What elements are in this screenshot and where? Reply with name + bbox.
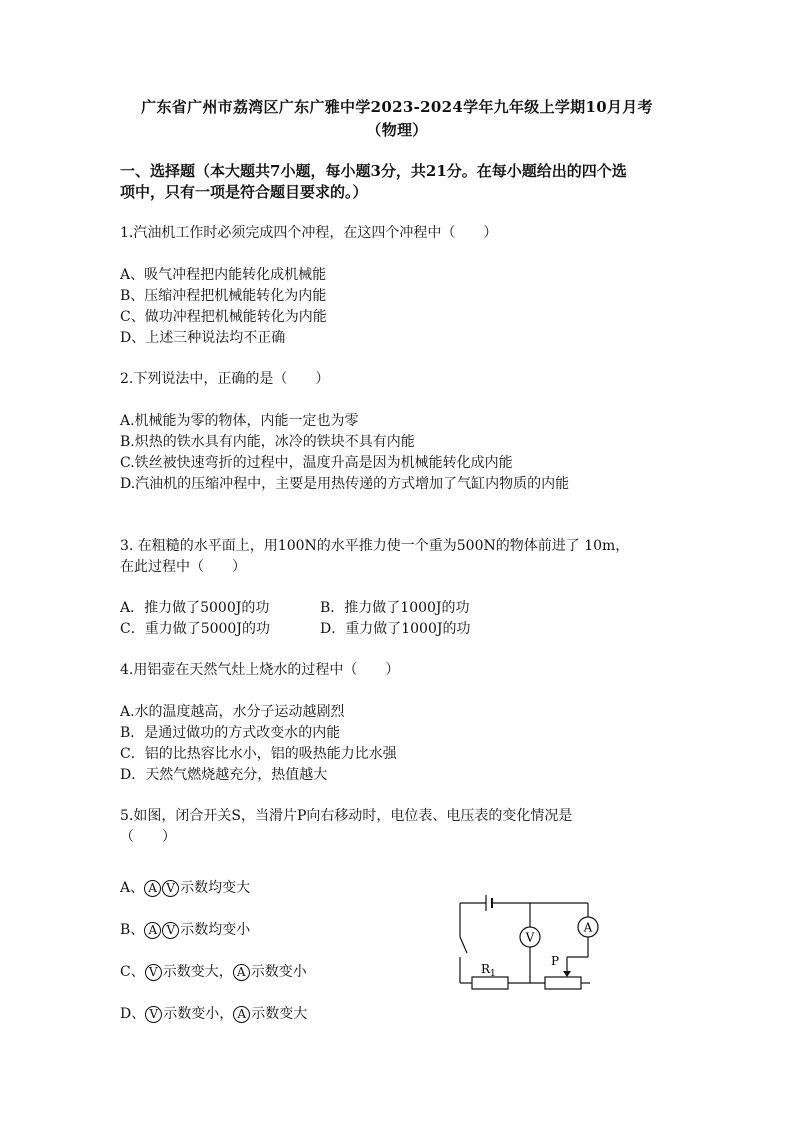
- option-prefix: A、: [120, 880, 145, 896]
- option-text: 示数均变大: [180, 880, 251, 896]
- question-1-option-b: B、压缩冲程把机械能转化为内能: [120, 288, 327, 304]
- question-1-option-a: A、吸气冲程把内能转化成机械能: [120, 267, 327, 283]
- circuit-diagram: [450, 885, 620, 995]
- voltmeter-symbol: V: [162, 922, 179, 939]
- option-prefix: D、: [120, 1006, 146, 1022]
- option-text-2: 示数变小: [250, 964, 307, 980]
- exam-title: 广东省广州市荔湾区广东广雅中学2023-2024学年九年级上学期10月月考: [141, 98, 653, 116]
- question-2-stem: 2.下列说法中，正确的是（ ）: [120, 371, 330, 387]
- question-2-option-d: D.汽油机的压缩冲程中，主要是用热传递的方式增加了气缸内物质的内能: [120, 476, 570, 492]
- question-4-stem: 4.用铝壶在天然气灶上烧水的过程中（ ）: [120, 662, 400, 678]
- option-prefix: C、: [120, 964, 145, 980]
- question-4-option-c: C．铝的比热容比水小，铝的吸热能力比水强: [120, 746, 397, 762]
- option-text: 示数变小，: [163, 1006, 234, 1022]
- option-text: 示数变大，: [162, 964, 233, 980]
- question-1-stem: 1.汽油机工作时必须完成四个冲程，在这四个冲程中（ ）: [120, 225, 498, 241]
- ammeter-symbol: A: [233, 964, 250, 981]
- option-text-2: 示数变大: [251, 1006, 308, 1022]
- question-3-option-b: B．推力做了1000J的功: [320, 600, 470, 616]
- option-prefix: B、: [120, 922, 145, 938]
- exam-subject: （物理）: [366, 121, 428, 139]
- question-5-option-b: [120, 919, 250, 939]
- slider-label: P: [551, 954, 560, 968]
- question-2-option-b: B.炽热的铁水具有内能，冰冷的铁块不具有内能: [120, 434, 415, 450]
- ammeter-symbol: A: [233, 1006, 250, 1023]
- voltmeter-symbol: V: [145, 1006, 162, 1023]
- question-2-option-a: A.机械能为零的物体，内能一定也为零: [120, 413, 359, 429]
- question-3-stem-cont: 在此过程中（ ）: [120, 559, 246, 575]
- question-3-option-d: D．重力做了1000J的功: [320, 621, 471, 637]
- section-heading-cont: 项中，只有一项是符合题目要求的。）: [120, 183, 368, 201]
- question-4-option-b: B．是通过做功的方式改变水的内能: [120, 725, 341, 741]
- question-4-option-a: A.水的温度越高，水分子运动越剧烈: [120, 704, 345, 720]
- question-1-option-c: C、做功冲程把机械能转化为内能: [120, 309, 327, 325]
- resistor-subscript: 1: [490, 969, 496, 979]
- question-3-option-a: A．推力做了5000J的功: [120, 600, 270, 616]
- question-5-option-d: [120, 1003, 307, 1023]
- ammeter-symbol: A: [144, 880, 161, 897]
- ammeter-symbol: A: [144, 922, 161, 939]
- question-5-option-a: [120, 877, 250, 897]
- voltmeter-label: V: [525, 930, 535, 945]
- question-5-option-c: [120, 961, 307, 981]
- section-heading: 一、选择题（本大题共7小题，每小题3分，共21分。在每小题给出的四个选: [120, 162, 627, 180]
- option-text: 示数均变小: [180, 922, 251, 938]
- question-5-stem-cont: （ ）: [120, 829, 176, 845]
- slide-rheostat: [545, 977, 581, 989]
- voltmeter-symbol: V: [145, 964, 162, 981]
- switch-blade: [460, 937, 467, 953]
- question-1-option-d: D、上述三种说法均不正确: [120, 330, 286, 346]
- question-3-stem: 3. 在粗糙的水平面上，用100N的水平推力使一个重为500N的物体前进了 10m，: [120, 538, 630, 554]
- ammeter-label: A: [583, 920, 593, 935]
- voltmeter-symbol: V: [162, 880, 179, 897]
- question-3-option-c: C．重力做了5000J的功: [120, 621, 270, 637]
- slider-arrow-icon: [563, 971, 571, 977]
- resistor-letter: R: [481, 962, 491, 976]
- question-5-stem: 5.如图，闭合开关S，当滑片P向右移动时，电位表、电压表的变化情况是: [120, 808, 573, 824]
- question-4-option-d: D．天然气燃烧越充分，热值越大: [120, 767, 328, 783]
- question-2-option-c: C.铁丝被快速弯折的过程中，温度升高是因为机械能转化成内能: [120, 455, 513, 471]
